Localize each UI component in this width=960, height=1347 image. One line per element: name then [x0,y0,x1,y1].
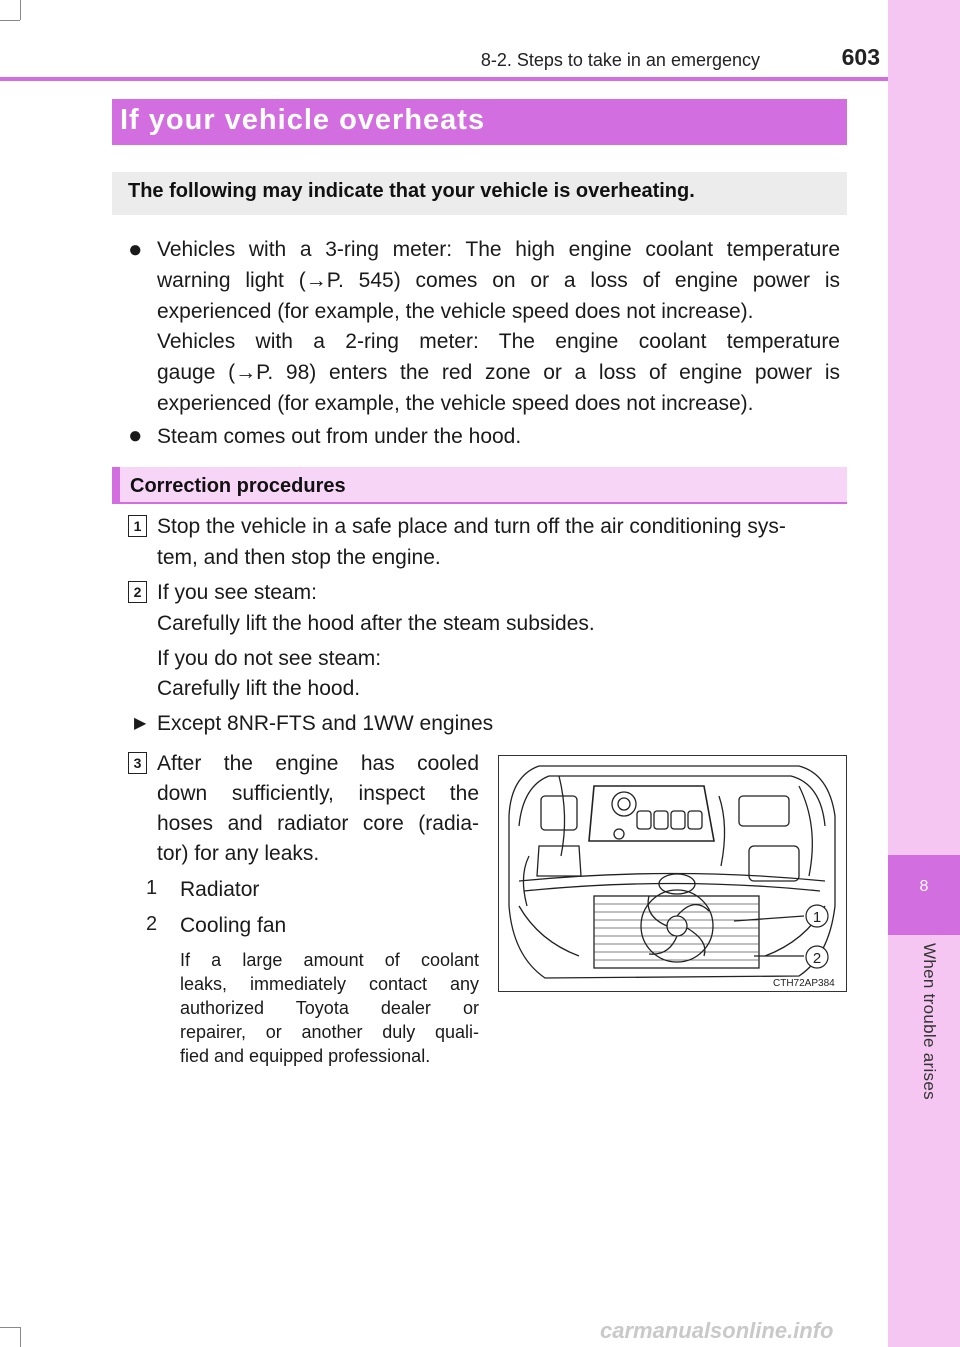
step-3-number: 3 [128,752,147,774]
engine-bay-illustration [499,756,845,990]
note-line-2: leaks, immediately contact any [180,974,479,994]
bullet-1-line-6: experienced (for example, the vehicle speed does not increase). [157,392,754,415]
step-2-number: 2 [128,581,147,603]
step-3-line-2: down sufficiently, inspect the [157,782,479,805]
step-2-line-3: If you do not see steam: [157,647,382,670]
bullet-2: Steam comes out from under the hood. [157,425,522,448]
bullet-1-line-5: gauge (→P. 98) enters the red zone or a loss of engine power is [157,361,840,384]
step-1-line-2: tem, and then stop the engine. [157,546,441,569]
figure-callout-1: 1 [812,909,822,926]
step-2-sub-heading: Except 8NR-FTS and 1WW engines [157,712,494,735]
bullet-1-line-4: Vehicles with a 2-ring meter: The engine coolant temperature [157,330,840,353]
bullet-1-line-1: Vehicles with a 3-ring meter: The high engine coolant temperature [157,238,840,261]
side-tab-strip [888,0,960,1347]
callout-2-label: Cooling fan [180,914,287,937]
correction-heading: Correction procedures [130,475,346,497]
chapter-number: 8 [919,878,929,895]
bullet-1-line-3: experienced (for example, the vehicle speed does not increase). [157,300,754,323]
note-line-1: If a large amount of coolant [180,950,479,970]
step-2-line-4: Carefully lift the hood. [157,677,361,700]
step-3-line-1: After the engine has cooled [157,752,479,775]
bullet-dot-icon: ● [128,236,143,263]
note-line-4: repairer, or another duly quali- [180,1022,479,1042]
bullet-1-line-2: warning light (→P. 545) comes on or a loss of engine power is [157,269,840,292]
arrow-right-icon: ▶ [134,715,147,732]
header-rule [0,77,888,81]
correction-heading-accent [112,467,120,504]
step-1-number: 1 [128,515,147,537]
note-line-5: fied and equipped professional. [180,1046,431,1066]
step-2-line-2: Carefully lift the hood after the steam subsides. [157,612,595,635]
header-section-title: 8-2. Steps to take in an emergency [480,50,760,70]
page-title: If your vehicle overheats [120,104,486,136]
intro-text: The following may indicate that your vehicle is overheating. [128,180,695,202]
figure-callout-2: 2 [812,950,822,967]
chapter-label: When trouble arises [920,943,939,1100]
step-3-line-3: hoses and radiator core (radia- [157,812,479,835]
note-line-3: authorized Toyota dealer or [180,998,479,1018]
bullet-dot-icon: ● [128,422,143,449]
callout-1-number: 1 [146,877,158,899]
step-2-line-1: If you see steam: [157,581,317,604]
engine-bay-figure [498,755,847,992]
callout-2-number: 2 [146,913,158,935]
step-1-line-1: Stop the vehicle in a safe place and turn off the air conditioning sys- [157,515,786,538]
step-3-line-4: tor) for any leaks. [157,842,320,865]
figure-code: CTH72AP384 [773,978,835,989]
callout-1-label: Radiator [180,878,260,901]
page-number: 603 [841,44,880,70]
footer-watermark: carmanualsonline.info [600,1318,834,1343]
